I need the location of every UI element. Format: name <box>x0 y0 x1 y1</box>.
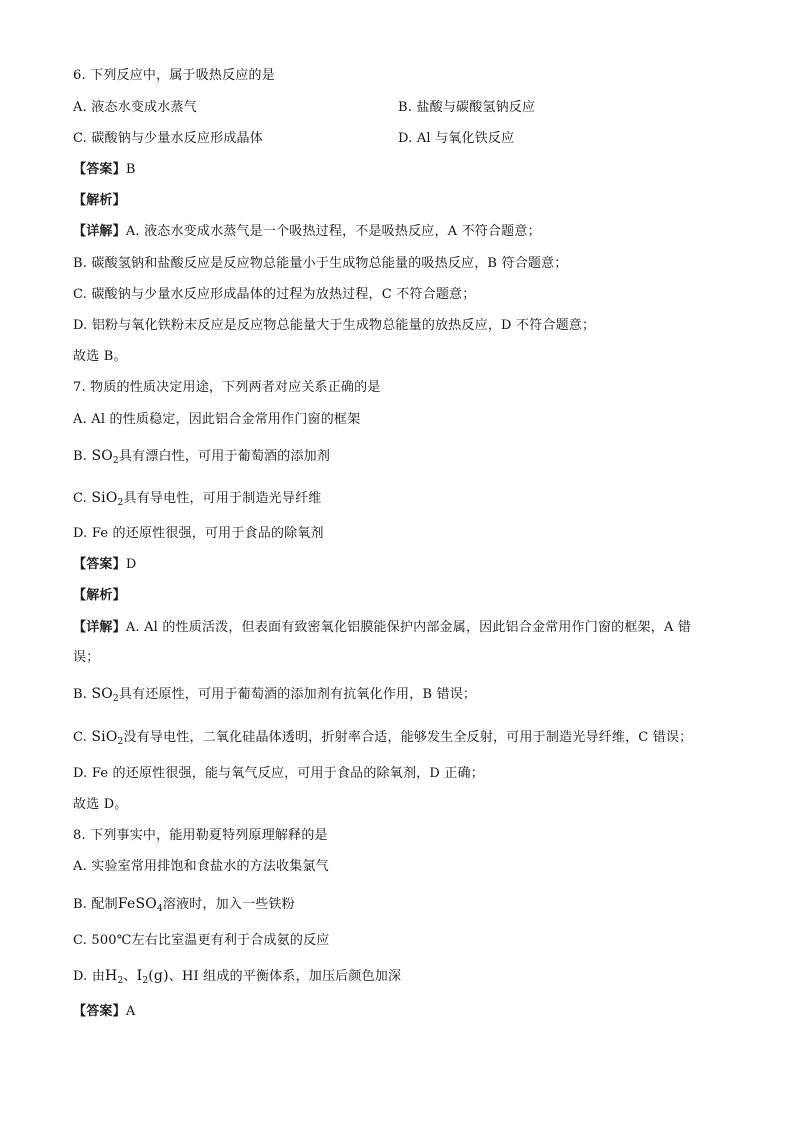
q7-conclusion: 故选 D。 <box>73 797 128 812</box>
q8-option-b <box>73 894 295 915</box>
option-label: B. <box>73 449 88 464</box>
answer-value: D <box>125 557 137 572</box>
analysis-tag: 【解析】 <box>73 588 126 603</box>
answer-value: A <box>125 1004 136 1019</box>
option-text: 具有漂白性，可用于葡萄酒的添加剂 <box>118 449 331 464</box>
answer-value: B <box>125 162 136 177</box>
q7-answer <box>73 555 136 575</box>
detail-tag: 【详解】 <box>73 620 126 635</box>
h2-formula: $H_2$ <box>105 968 124 986</box>
q6-stem: 6. 下列反应中，属于吸热反应的是 <box>73 68 275 83</box>
option-text: 具有导电性，可用于制造光导纤维 <box>123 491 322 506</box>
so2-formula: $SO_2$ <box>91 448 119 466</box>
q6-option-c: C. 碳酸钠与少量水反应形成晶体 <box>73 131 263 146</box>
detail-tag: 【详解】 <box>73 224 126 239</box>
answer-tag: 【答案】 <box>73 1004 126 1019</box>
q7-detail-3 <box>73 727 692 748</box>
q6-option-b: B. 盐酸与碳酸氢钠反应 <box>398 100 536 115</box>
sio2-formula: SiO$_2$ <box>91 490 124 508</box>
q7-detail-1-cont: 误； <box>73 650 100 665</box>
option-text: 、HI 组成的平衡体系，加压后颜色加深 <box>168 969 402 984</box>
option-label: C. <box>73 491 88 506</box>
detail-text: 没有导电性，二氧化硅晶体透明，折射率合适，能够发生全反射，可用于制造光导纤维，C 错误； <box>123 730 693 745</box>
option-label: B. 配制 <box>73 897 118 912</box>
q7-option-a: A. Al 的性质稳定，因此铝合金常用作门窗的框架 <box>73 412 361 427</box>
option-label: C. <box>73 730 88 745</box>
q6-detail-3: C. 碳酸钠与少量水反应形成晶体的过程为放热过程，C 不符合题意； <box>73 287 476 302</box>
q7-analysis-tag <box>73 586 126 606</box>
q6-conclusion: 故选 B。 <box>73 349 127 364</box>
q7-stem: 7. 物质的性质决定用途，下列两者对应关系正确的是 <box>73 380 381 395</box>
q7-option-b <box>73 446 330 467</box>
sio2-formula: SiO$_2$ <box>91 729 124 747</box>
separator: 、 <box>123 969 137 984</box>
analysis-tag: 【解析】 <box>73 193 126 208</box>
option-label: B. <box>73 687 88 702</box>
detail-text: 具有还原性，可用于葡萄酒的添加剂有抗氧化作用，B 错误； <box>118 687 477 702</box>
q7-option-c <box>73 488 321 509</box>
detail-text: A. Al 的性质活泼，但表面有致密氧化铝膜能保护内部金属，因此铝合金常用作门窗的框架，A 错 <box>125 620 692 635</box>
q7-detail-2 <box>73 684 476 705</box>
answer-tag: 【答案】 <box>73 162 126 177</box>
q7-detail-4: D. Fe 的还原性很强，能与氧气反应，可用于食品的除氧剂，D 正确； <box>73 766 484 781</box>
q7-detail-1 <box>73 618 691 638</box>
answer-tag: 【答案】 <box>73 557 126 572</box>
q8-option-c: C. 500℃左右比室温更有利于合成氨的反应 <box>73 933 330 948</box>
option-text: 溶液时，加入一些铁粉 <box>162 897 295 912</box>
q8-stem: 8. 下列事实中，能用勒夏特列原理解释的是 <box>73 828 328 843</box>
q8-option-d <box>73 966 401 987</box>
q7-option-d: D. Fe 的还原性很强，可用于食品的除氧剂 <box>73 526 324 541</box>
detail-text: A. 液态水变成水蒸气是一个吸热过程，不是吸热反应，A 不符合题意； <box>125 224 541 239</box>
q8-option-a: A. 实验室常用排饱和食盐水的方法收集氯气 <box>73 859 329 874</box>
q6-detail-2: B. 碳酸氢钠和盐酸反应是反应物总能量小于生成物总能量的吸热反应，B 符合题意； <box>73 256 568 271</box>
q6-detail-4: D. 铝粉与氧化铁粉末反应是反应物总能量大于生成物总能量的放热反应，D 不符合题意； <box>73 318 596 333</box>
i2-formula: $I_2(g)$ <box>136 968 169 986</box>
feso4-formula: FeSO$_4$ <box>117 896 163 914</box>
q6-analysis-tag <box>73 191 126 211</box>
q6-option-d: D. Al 与氧化铁反应 <box>398 131 515 146</box>
option-label: D. 由 <box>73 969 106 984</box>
q6-detail-1 <box>73 222 541 242</box>
so2-formula: $SO_2$ <box>91 686 119 704</box>
q6-answer <box>73 160 136 180</box>
q6-option-a: A. 液态水变成水蒸气 <box>73 100 197 115</box>
q8-answer <box>73 1002 135 1022</box>
